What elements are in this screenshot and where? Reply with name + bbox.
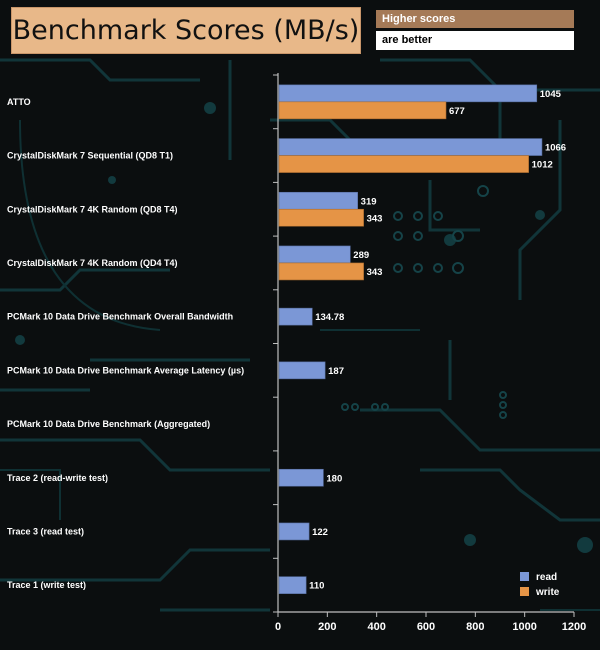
bar-read (279, 139, 542, 156)
category-label: Trace 2 (read-write test) (7, 472, 109, 483)
data-label-write: 677 (448, 105, 465, 117)
bar-write (279, 102, 446, 119)
category-label: Trace 1 (write test) (7, 580, 87, 591)
x-tick-label: 200 (318, 621, 337, 633)
bar-read (279, 246, 350, 263)
bar-read (279, 308, 312, 325)
data-label-read: 319 (360, 196, 377, 208)
x-tick-label: 400 (367, 621, 386, 633)
data-label-read: 180 (326, 473, 343, 485)
bar-read (279, 85, 537, 102)
category-label: CrystalDiskMark 7 Sequential (QD8 T1) (7, 150, 174, 161)
note-are-better: are better (376, 31, 574, 50)
legend-swatch-read (520, 572, 529, 581)
bar-write (279, 263, 364, 280)
legend-label-read: read (536, 572, 558, 583)
data-label-read: 134.78 (315, 312, 345, 324)
data-label-write: 1012 (531, 159, 553, 171)
data-label-read: 110 (309, 580, 325, 592)
x-tick-label: 800 (466, 621, 485, 633)
data-label-read: 1066 (544, 142, 567, 154)
category-label: CrystalDiskMark 7 4K Random (QD4 T4) (7, 257, 178, 268)
data-label-read: 122 (312, 526, 328, 538)
category-label: Trace 3 (read test) (7, 526, 85, 537)
data-label-read: 1045 (539, 88, 561, 100)
category-label: PCMark 10 Data Drive Benchmark Average Latency (µs) (7, 365, 245, 376)
category-label: ATTO (7, 96, 31, 107)
data-label-write: 343 (366, 213, 383, 225)
legend-swatch-write (520, 587, 529, 596)
bar-write (279, 156, 529, 173)
legend-label-write: write (536, 587, 560, 598)
category-label: PCMark 10 Data Drive Benchmark (Aggregated) (7, 419, 211, 430)
x-tick-label: 600 (416, 621, 436, 633)
chart-title: Benchmark Scores (MB/s) (11, 7, 361, 54)
x-tick-label: 1200 (561, 621, 587, 633)
bar-read (279, 577, 306, 594)
note-higher-scores: Higher scores (376, 10, 574, 28)
bar-read (279, 469, 323, 486)
category-label: CrystalDiskMark 7 4K Random (QD8 T4) (7, 204, 178, 215)
category-label: PCMark 10 Data Drive Benchmark Overall Bandwidth (7, 311, 234, 322)
bar-write (279, 209, 364, 226)
data-label-read: 187 (328, 365, 344, 377)
bar-read (279, 523, 309, 540)
data-label-write: 343 (366, 266, 383, 278)
bar-read (279, 192, 358, 209)
x-tick-label: 0 (274, 621, 282, 633)
bar-read (279, 362, 325, 379)
x-tick-label: 1000 (512, 621, 537, 633)
data-label-read: 289 (353, 249, 370, 261)
